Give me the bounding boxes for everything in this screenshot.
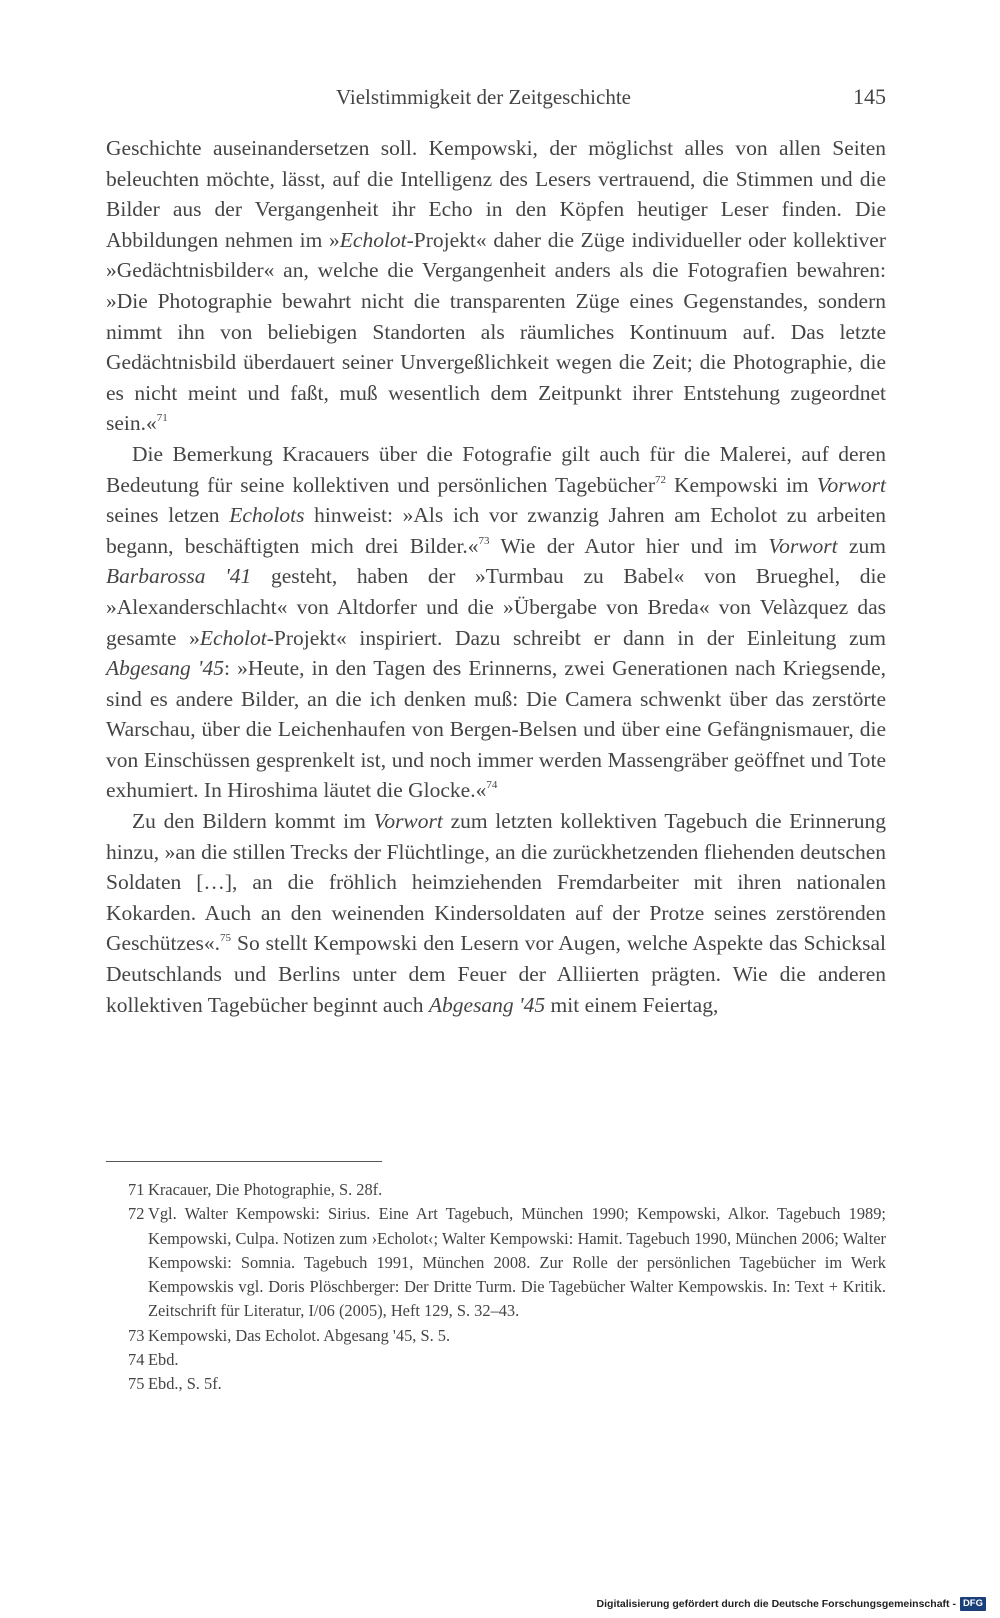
footnote bbox=[106, 1372, 886, 1396]
footnote-text: Vgl. Walter Kempowski: Sirius. Eine Art Tagebuch, München 1990; Kempowski, Alkor. Tagebuch 1989; Kempowski, Culpa. Notizen zum ›Echolot‹; Walter Kempowski: Hamit. Tagebuch 1990, München 2006; Walter Kempowski: Somnia. Tagebuch 1991, München 2008. Zur Rolle der persönlichen Tagebücher im Werk Kempowskis vgl. Doris Plöschberger: Der Dritte Turm. Die Tagebücher Walter Kempowskis. In: Text + Kritik. Zeitschrift für Literatur, I/06 (2005), Heft 129, S. 32–43. bbox=[148, 1204, 886, 1321]
footnote bbox=[106, 1178, 886, 1202]
footnote-text: Kracauer, Die Photographie, S. 28f. bbox=[148, 1180, 383, 1199]
footnote-number: 72 bbox=[128, 1204, 145, 1224]
italic-title: Vorwort bbox=[816, 472, 886, 497]
text-run: gesteht, haben der »Turmbau zu Babel« von Brueghel, die »Alexanderschlacht« von Altdorfer und die »Übergabe von Breda« von Velàzquez das gesamte » bbox=[106, 564, 886, 650]
footnote-number: 71 bbox=[128, 1180, 145, 1199]
text-run: mit einem Feiertag, bbox=[545, 992, 719, 1017]
text-run: Geschichte auseinandersetzen soll. Kempowski, der möglichst alles von allen Seiten beleuchten möchte, lässt, auf die Intelligenz des Lesers vertrauend, die Stimmen und die Bilder aus der Vergangenheit ihr Echo in den Köpfen heutiger Leser finden. Die Abbildungen nehmen im » bbox=[106, 136, 886, 252]
page-header bbox=[106, 82, 886, 112]
italic-title: Vorwort bbox=[373, 809, 443, 834]
body-text bbox=[106, 133, 886, 1020]
footnote bbox=[106, 1348, 886, 1372]
footnote bbox=[106, 1202, 886, 1323]
footnote bbox=[106, 1324, 886, 1348]
text-run: : »Heute, in den Tagen des Erinnerns, zwei Generationen nach Kriegsende, sind es andere Bilder, an die ich denken muß: Die Camera schwenkt über das zerstörte Warschau, über die Leichenhaufen von Bergen-Belsen und über eine Gefängnismauer, die von Einschüssen gesprenkelt ist, und noch immer werden Massengräber geöffnet und Tote exhumiert. In Hiroshima läutet die Glocke.« bbox=[106, 656, 886, 803]
footnote-number: 74 bbox=[128, 1350, 145, 1370]
footnote-number: 73 bbox=[128, 1325, 145, 1345]
footnote-text: Kempowski, Das Echolot. Abgesang '45, S. 5. bbox=[148, 1325, 451, 1345]
text-run: seines letzen bbox=[106, 503, 230, 528]
italic-title: Echolots bbox=[229, 503, 305, 528]
footnote-text: Ebd., S. 5f. bbox=[148, 1374, 222, 1394]
italic-title: Echolot bbox=[199, 625, 267, 650]
text-run: Zu den Bildern kommt im bbox=[132, 809, 374, 834]
footnotes bbox=[106, 1178, 886, 1397]
text-run: -Projekt« inspiriert. Dazu schreibt er dann in der Einleitung zum bbox=[266, 625, 886, 650]
credit-text: Digitalisierung gefördert durch die Deutsche Forschungsgemeinschaft - bbox=[596, 1598, 956, 1610]
italic-title: Abgesang '45 bbox=[428, 992, 546, 1017]
page-number: 145 bbox=[853, 84, 886, 109]
footnote-reference: 75 bbox=[220, 932, 232, 945]
text-run: -Projekt« daher die Züge individueller oder kollektiver »Gedächtnisbilder« an, welche die Vergangenheit anders als die Fotografien bewahren: »Die Photographie bewahrt nicht die transparenten Züge eines Gegenstandes, sondern nimmt ihn von beliebigen Standorten als räumliches Kontinuum auf. Das letzte Gedächtnisbild überdauert seiner Unvergeßlichkeit wegen die Zeit; die Photographie, die es nicht meint und faßt, muß wesentlich dem Zeitpunkt ihrer Entstehung zugeordnet sein.« bbox=[106, 227, 887, 436]
italic-title: Barbarossa '41 bbox=[106, 564, 252, 589]
text-run: zum bbox=[837, 533, 886, 558]
text-run: Kempowski im bbox=[665, 472, 817, 497]
footnote-number: 75 bbox=[128, 1374, 145, 1394]
text-run: Die Bemerkung Kracauers über die Fotografie gilt auch für die Malerei, auf deren Bedeutung für seine kollektiven und persönlichen Tagebücher bbox=[106, 441, 886, 497]
text-run: hinweist: »Als ich vor zwanzig Jahren am Echolot zu arbeiten begann, beschäftigten mich drei Bilder.« bbox=[106, 503, 886, 558]
body-paragraph bbox=[106, 806, 886, 1020]
footnote-reference: 74 bbox=[486, 779, 498, 792]
running-title: Vielstimmigkeit der Zeitgeschichte bbox=[336, 85, 631, 109]
footnote-text: Ebd. bbox=[148, 1350, 179, 1370]
footnote-separator bbox=[106, 1161, 382, 1162]
digitization-credit bbox=[597, 1596, 986, 1612]
body-paragraph bbox=[106, 133, 886, 439]
text-run: Wie der Autor hier und im bbox=[489, 533, 769, 558]
italic-title: Vorwort bbox=[768, 533, 838, 558]
text-run: zum letzten kollektiven Tagebuch die Erinnerung hinzu, »an die stillen Trecks der Flüchtlinge, an die zurückhetzenden fliehenden deutschen Soldaten […], an die fröhlich heimziehenden Fremdarbeiter mit ihren nationalen Kokarden. Auch an den weinenden Kindersoldaten auf der Protze seines zerstörenden Geschützes«. bbox=[106, 809, 886, 956]
dfg-logo: DFG bbox=[960, 1597, 986, 1611]
italic-title: Abgesang '45 bbox=[106, 656, 224, 681]
italic-title: Echolot bbox=[339, 227, 407, 252]
body-paragraph bbox=[106, 439, 886, 806]
text-run: So stellt Kempowski den Lesern vor Augen, welche Aspekte das Schicksal Deutschlands und Berlins unter dem Feuer der Alliierten prägten. Wie die anderen kollektiven Tagebücher beginnt auch bbox=[106, 931, 886, 1017]
footnote-reference: 72 bbox=[654, 473, 666, 486]
footnote-reference: 73 bbox=[478, 534, 490, 547]
footnote-reference: 71 bbox=[156, 412, 168, 425]
